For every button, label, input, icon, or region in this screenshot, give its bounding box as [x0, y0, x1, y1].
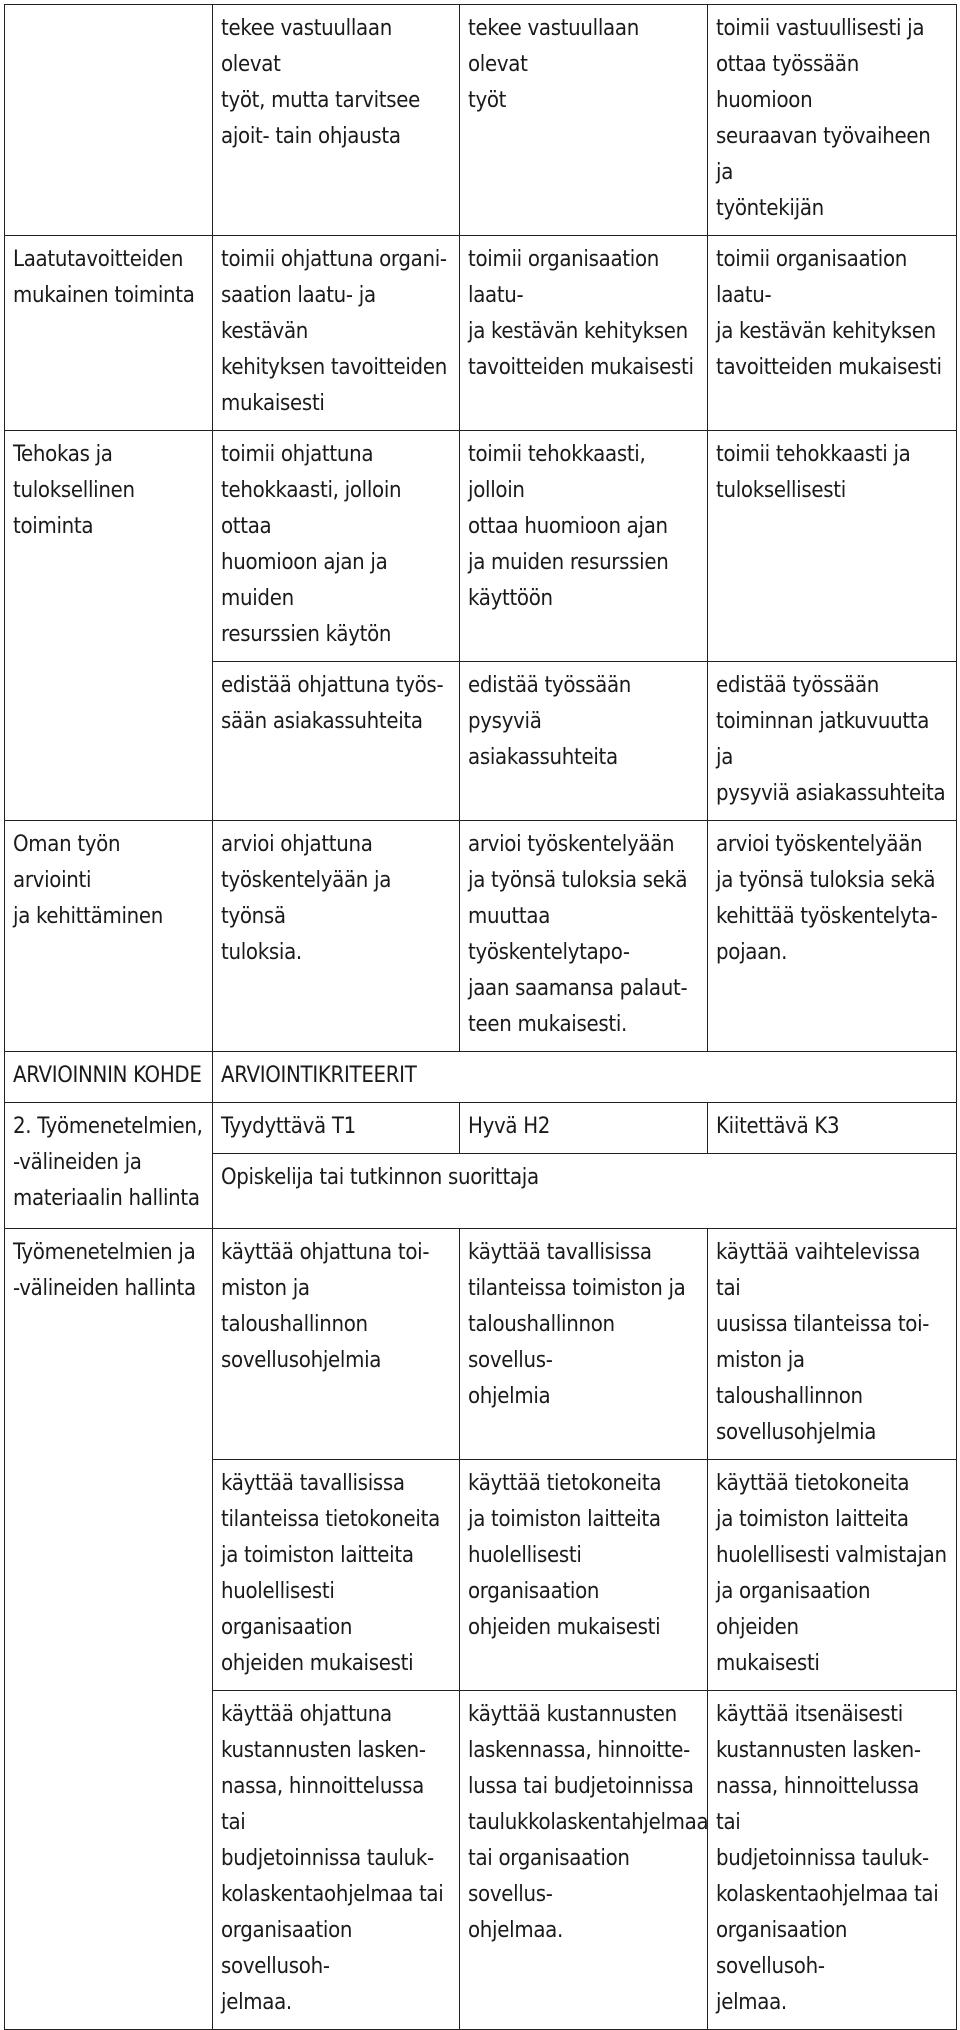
- t1-cell: toimii ohjattuna tehokkaasti, jolloin ottaa huomioon ajan ja muiden resurssien käytön: [213, 431, 460, 662]
- table-row: [5, 1229, 957, 1460]
- subject-label: Opiskelija tai tutkinnon suorittaja: [213, 1154, 957, 1229]
- section-header-row: [5, 1103, 957, 1154]
- t1-cell: käyttää tavallisissa tilanteissa tietokoneita ja toimiston laitteita huolellisesti organisaation ohjeiden mukaisesti: [213, 1460, 460, 1691]
- h2-cell: tekee vastuullaan olevat työt: [460, 5, 708, 236]
- table-row: [5, 236, 957, 431]
- h2-cell: käyttää kustannusten laskennassa, hinnoitte- lussa tai budjetoinnissa taulukkolaskentahjelmaa tai organisaation sovellus- ohjelmaa.: [460, 1691, 708, 2030]
- header-row: [5, 1052, 957, 1103]
- h2-cell: käyttää tavallisissa tilanteissa toimiston ja taloushallinnon sovellus- ohjelmia: [460, 1229, 708, 1460]
- t1-cell: toimii ohjattuna organi- saation laatu- ja kestävän kehityksen tavoitteiden mukaisesti: [213, 236, 460, 431]
- column-header-target: ARVIOINNIN KOHDE: [5, 1052, 213, 1103]
- k3-cell: toimii vastuullisesti ja ottaa työssään huomioon seuraavan työvaiheen ja työntekijän: [708, 5, 957, 236]
- target-cell: Työmenetelmien ja -välineiden hallinta: [5, 1229, 213, 2030]
- column-header-criteria: ARVIOINTIKRITEERIT: [213, 1052, 957, 1103]
- h2-cell: edistää työssään pysyviä asiakassuhteita: [460, 662, 708, 821]
- k3-cell: arvioi työskentelyään ja työnsä tuloksia sekä kehittää työskentelyta- pojaan.: [708, 821, 957, 1052]
- target-cell: Laatutavoitteiden mukainen toiminta: [5, 236, 213, 431]
- t1-cell: käyttää ohjattuna kustannusten lasken- nassa, hinnoittelussa tai budjetoinnissa tauluk- kolaskentaohjelmaa tai organisaation sovellusoh- jelmaa.: [213, 1691, 460, 2030]
- target-cell: Oman työn arviointi ja kehittäminen: [5, 821, 213, 1052]
- t1-cell: käyttää ohjattuna toi- miston ja taloushallinnon sovellusohjelmia: [213, 1229, 460, 1460]
- table-row: [5, 821, 957, 1052]
- k3-cell: toimii tehokkaasti ja tuloksellisesti: [708, 431, 957, 662]
- h2-cell: arvioi työskentelyään ja työnsä tuloksia sekä muuttaa työskentelytapo- jaan saamansa palaut- teen mukaisesti.: [460, 821, 708, 1052]
- t1-cell: arvioi ohjattuna työskentelyään ja työnsä tuloksia.: [213, 821, 460, 1052]
- table-row: [5, 5, 957, 236]
- t1-cell: edistää ohjattuna työs- sään asiakassuhteita: [213, 662, 460, 821]
- k3-cell: käyttää vaihtelevissa tai uusissa tilanteissa toi- miston ja taloushallinnon sovellusohjelmia: [708, 1229, 957, 1460]
- k3-cell: edistää työssään toiminnan jatkuvuutta ja pysyviä asiakassuhteita: [708, 662, 957, 821]
- k3-cell: käyttää itsenäisesti kustannusten lasken- nassa, hinnoittelussa tai budjetoinnissa tauluk- kolaskentaohjelmaa tai organisaation sovellusoh- jelmaa.: [708, 1691, 957, 2030]
- target-cell: [5, 5, 213, 236]
- k3-cell: toimii organisaation laatu- ja kestävän kehityksen tavoitteiden mukaisesti: [708, 236, 957, 431]
- grade-h2: Hyvä H2: [460, 1103, 708, 1154]
- h2-cell: käyttää tietokoneita ja toimiston laitteita huolellisesti organisaation ohjeiden mukaisesti: [460, 1460, 708, 1691]
- grade-k3: Kiitettävä K3: [708, 1103, 957, 1154]
- h2-cell: toimii organisaation laatu- ja kestävän kehityksen tavoitteiden mukaisesti: [460, 236, 708, 431]
- section-title: 2. Työmenetelmien, -välineiden ja materiaalin hallinta: [5, 1103, 213, 1229]
- k3-cell: käyttää tietokoneita ja toimiston laitteita huolellisesti valmistajan ja organisaation ohjeiden mukaisesti: [708, 1460, 957, 1691]
- h2-cell: toimii tehokkaasti, jolloin ottaa huomioon ajan ja muiden resurssien käyttöön: [460, 431, 708, 662]
- target-cell: Tehokas ja tuloksellinen toiminta: [5, 431, 213, 821]
- assessment-criteria-table: [4, 4, 957, 2030]
- grade-t1: Tyydyttävä T1: [213, 1103, 460, 1154]
- table-row: [5, 431, 957, 662]
- t1-cell: tekee vastuullaan olevat työt, mutta tarvitsee ajoit- tain ohjausta: [213, 5, 460, 236]
